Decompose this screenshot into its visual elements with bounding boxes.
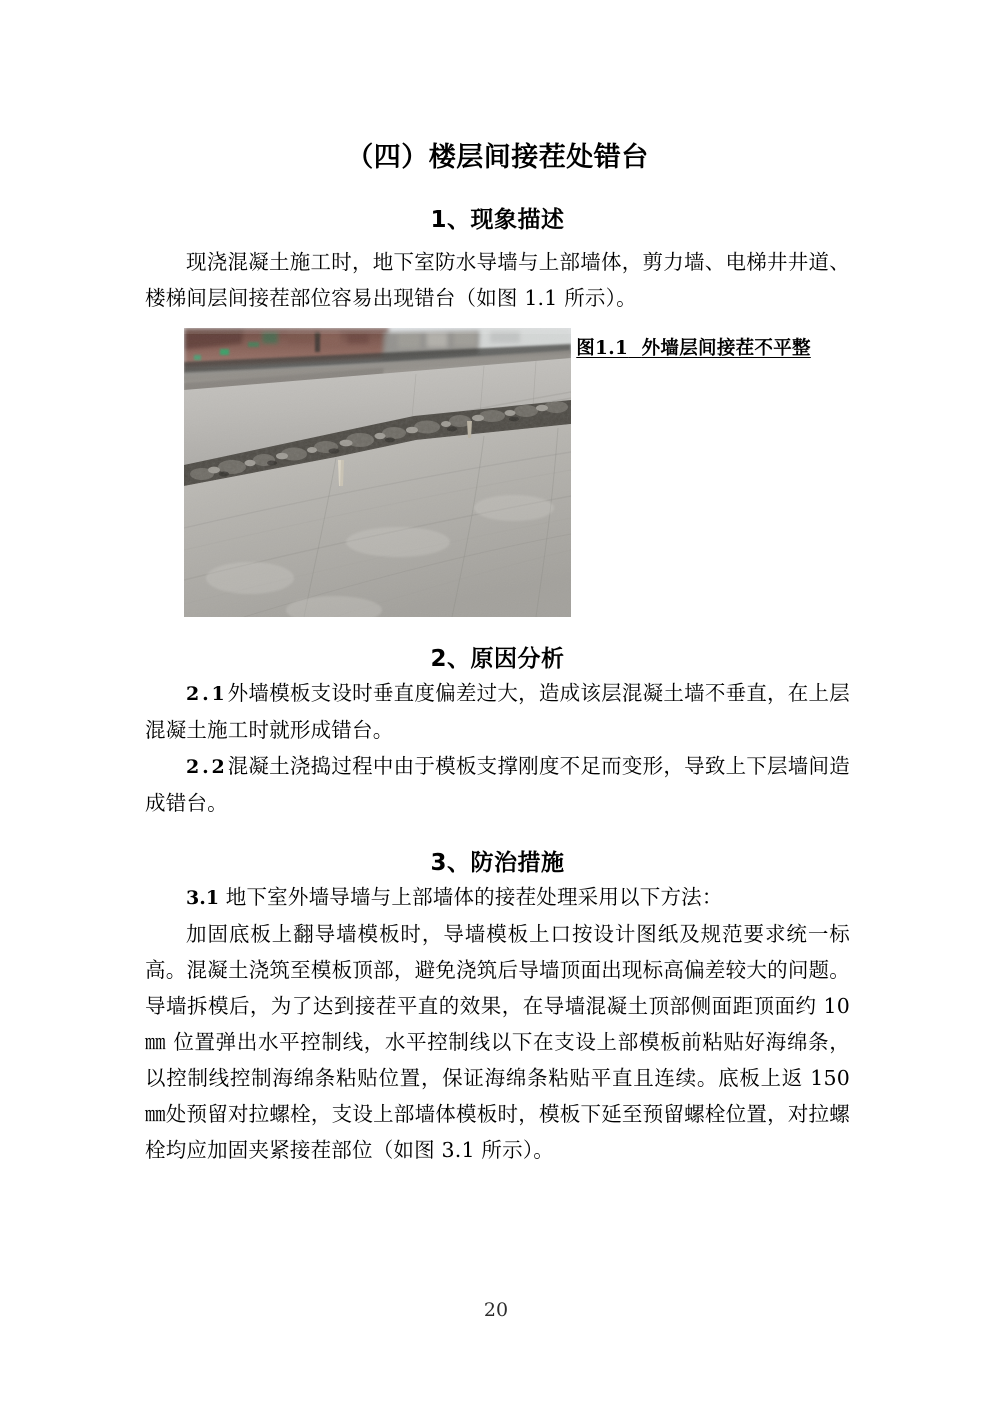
page-number: 20 <box>483 1299 509 1321</box>
figure-caption-number: 图1.1 <box>576 338 629 359</box>
section-heading-3: 3、防治措施 <box>430 850 565 876</box>
figure-caption-text: 外墙层间接茬不平整 <box>641 338 811 359</box>
section-3-item-1 <box>145 879 850 916</box>
section-2-item-2-label: 2.2 <box>186 756 228 778</box>
page-content <box>145 0 850 1168</box>
section-2-item-1-text: 外墙模板支设时垂直度偏差过大，造成该层混凝土墙不垂直，在上层混凝土施工时就形成错台。 <box>145 681 850 742</box>
section-1-paragraph: 现浇混凝土施工时，地下室防水导墙与上部墙体，剪力墙、电梯井井道、楼梯间层间接茬部位容易出现错台（如图 1.1 所示）。 <box>145 250 850 310</box>
section-3-paragraph: 加固底板上翻导墙模板时，导墙模板上口按设计图纸及规范要求统一标高。混凝土浇筑至模板顶部，避免浇筑后导墙顶面出现标高偏差较大的问题。导墙拆模后，为了达到接茬平直的效果，在导墙混凝土顶部侧面距顶面约 10㎜ 位置弹出水平控制线，水平控制线以下在支设上部模板前粘贴好海绵条，以控制线控制海绵条粘贴位置，保证海绵条粘贴平直且连续。底板上返 150 ㎜处预留对拉螺栓，支设上部墙体模板时，模板下延至预留螺栓位置，对拉螺栓均应加固夹紧接茬部位（如图 3.1 所示）。 <box>145 922 850 1162</box>
section-3-item-1-text: 地下室外墙导墙与上部墙体的接茬处理采用以下方法： <box>225 885 723 909</box>
section-heading-2: 2、原因分析 <box>430 646 565 672</box>
section-heading-1: 1、现象描述 <box>430 207 565 233</box>
figure-block <box>145 328 850 617</box>
section-2-item-1 <box>145 675 850 748</box>
figure-photo <box>184 328 571 617</box>
figure-caption <box>576 336 811 362</box>
section-2-item-2 <box>145 748 850 821</box>
page-title: （四）楼层间接茬处错台 <box>346 142 649 173</box>
section-3-item-1-label: 3.1 <box>186 887 220 909</box>
section-2-item-1-label: 2.1 <box>186 683 228 705</box>
section-2-item-2-text: 混凝土浇捣过程中由于模板支撑刚度不足而变形，导致上下层墙间造成错台。 <box>145 754 850 815</box>
